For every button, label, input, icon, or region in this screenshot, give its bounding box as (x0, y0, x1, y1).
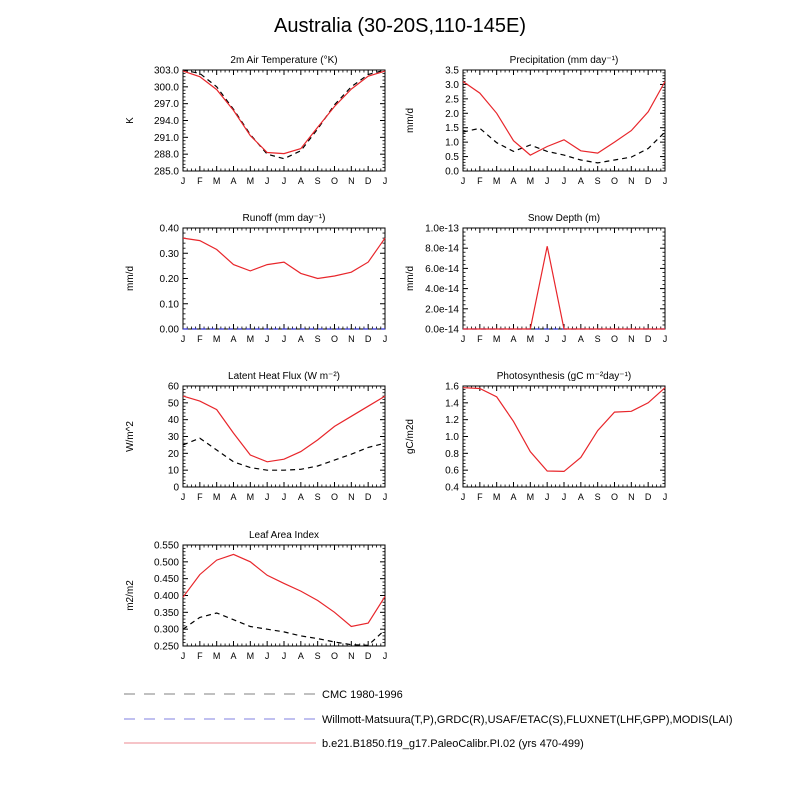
x-tick-label: M (246, 651, 255, 661)
y-tick-label: 0.300 (153, 624, 179, 636)
x-tick-label: J (382, 176, 388, 186)
y-tick-label: 0.8 (445, 448, 459, 460)
x-tick-label: M (212, 492, 221, 502)
x-tick-label: A (577, 176, 584, 186)
x-tick-label: S (314, 176, 321, 186)
x-tick-label: A (510, 492, 517, 502)
x-tick-label: O (610, 492, 619, 502)
y-tick-label: 0.5 (445, 152, 459, 164)
x-tick-label: J (264, 334, 270, 344)
y-tick-label: 294.0 (153, 116, 179, 127)
y-tick-label: 0.250 (153, 641, 179, 653)
y-tick-label: 288.0 (153, 149, 179, 161)
y-tick-label: 10 (167, 465, 179, 477)
x-tick-label: A (297, 176, 304, 186)
obs-series-line-0 (183, 613, 385, 645)
panel-title: Precipitation (mm day⁻¹) (509, 55, 619, 66)
y-tick-label: 1.0 (445, 432, 459, 443)
y-axis-label: mm/d (125, 266, 136, 291)
y-tick-label: 297.0 (153, 99, 179, 111)
y-tick-label: 1.0 (445, 137, 459, 149)
x-tick-label: J (180, 334, 186, 344)
lhf-panel (125, 371, 387, 502)
y-axis-label: gC/m2d (405, 418, 416, 455)
x-tick-label: J (460, 176, 466, 186)
plot-frame (463, 228, 665, 329)
y-tick-label: 0.10 (159, 299, 179, 311)
y-tick-label: 0 (173, 482, 179, 494)
x-tick-label: F (197, 492, 203, 502)
x-tick-label: J (662, 492, 668, 502)
x-tick-label: O (330, 492, 339, 502)
y-tick-label: 3.0 (445, 79, 459, 91)
x-tick-label: M (492, 492, 501, 502)
y-tick-label: 303.0 (153, 65, 179, 77)
x-tick-label: A (577, 334, 584, 344)
x-tick-label: O (610, 176, 619, 186)
page-title: Australia (30-20S,110-145E) (274, 15, 526, 37)
y-tick-label: 2.5 (445, 94, 459, 106)
y-axis-label: K (125, 117, 136, 124)
x-tick-label: A (230, 492, 237, 502)
x-tick-label: A (230, 176, 237, 186)
y-tick-label: 0.550 (153, 540, 179, 552)
y-tick-label: 1.0e-13 (425, 223, 459, 235)
x-tick-label: S (594, 492, 601, 502)
x-tick-label: J (460, 334, 466, 344)
x-tick-label: N (628, 176, 635, 186)
y-tick-label: 0.450 (153, 574, 179, 586)
obs-series-line-0 (183, 438, 385, 470)
x-tick-label: A (297, 492, 304, 502)
x-tick-label: J (561, 176, 567, 186)
x-tick-label: J (180, 651, 186, 661)
legend (124, 689, 733, 750)
model-series-line-1 (183, 238, 385, 278)
x-tick-label: J (544, 492, 550, 502)
x-tick-label: N (348, 651, 355, 661)
x-tick-label: J (544, 334, 550, 344)
x-tick-label: J (264, 492, 270, 502)
x-tick-label: D (644, 176, 652, 186)
y-tick-label: 2.0e-14 (425, 304, 459, 316)
y-tick-label: 0.00 (159, 324, 179, 336)
x-tick-label: J (662, 334, 668, 344)
x-tick-label: A (297, 651, 304, 661)
x-tick-label: M (212, 651, 221, 661)
x-tick-label: A (230, 651, 237, 661)
x-tick-label: M (492, 334, 501, 344)
x-tick-label: A (230, 334, 237, 344)
legend-label-2: b.e21.B1850.f19_g17.PaleoCalibr.PI.02 (yrs 470-499) (322, 738, 584, 750)
chart-panels (125, 55, 667, 661)
y-tick-label: 0.500 (153, 557, 179, 569)
x-tick-label: N (628, 334, 635, 344)
y-tick-label: 0.400 (153, 591, 179, 602)
y-tick-label: 60 (167, 381, 179, 393)
y-tick-label: 6.0e-14 (425, 263, 459, 275)
y-tick-label: 3.5 (445, 65, 459, 77)
x-tick-label: F (197, 651, 203, 661)
x-tick-label: M (526, 492, 535, 502)
y-tick-label: 300.0 (153, 82, 179, 94)
snow-panel (405, 213, 667, 344)
y-tick-label: 2.0 (445, 108, 459, 120)
x-tick-label: M (246, 334, 255, 344)
x-tick-label: D (644, 334, 652, 344)
y-tick-label: 0.0 (445, 166, 459, 178)
x-tick-label: D (364, 176, 372, 186)
y-tick-label: 1.4 (445, 398, 459, 410)
y-tick-label: 0.4 (445, 482, 459, 494)
y-axis-label: mm/d (405, 266, 416, 291)
x-tick-label: J (561, 334, 567, 344)
y-tick-label: 0.40 (159, 223, 179, 235)
x-tick-label: O (330, 334, 339, 344)
x-tick-label: J (544, 176, 550, 186)
panel-title: Latent Heat Flux (W m⁻²) (228, 371, 340, 382)
model-series-line-1 (463, 82, 665, 156)
plot-frame (183, 228, 385, 329)
plot-frame (183, 70, 385, 171)
gpp-panel (405, 371, 667, 502)
legend-label-1: Willmott-Matsuura(T,P),GRDC(R),USAF/ETAC(S),FLUXNET(LHF,GPP),MODIS(LAI) (322, 714, 733, 726)
x-tick-label: D (364, 492, 372, 502)
x-tick-label: M (246, 492, 255, 502)
y-tick-label: 20 (167, 448, 179, 460)
obs-series-line-0 (183, 70, 385, 159)
legend-label-0: CMC 1980-1996 (322, 689, 403, 701)
x-tick-label: S (594, 176, 601, 186)
x-tick-label: S (314, 334, 321, 344)
y-tick-label: 1.5 (445, 123, 459, 135)
model-series-line-1 (183, 396, 385, 462)
x-tick-label: D (364, 334, 372, 344)
x-tick-label: S (314, 651, 321, 661)
x-tick-label: M (212, 176, 221, 186)
y-tick-label: 1.6 (445, 381, 459, 393)
x-tick-label: J (264, 176, 270, 186)
x-tick-label: J (281, 492, 287, 502)
y-tick-label: 0.6 (445, 465, 459, 477)
x-tick-label: O (610, 334, 619, 344)
y-axis-label: W/m^2 (125, 421, 136, 452)
panel-title: Photosynthesis (gC m⁻²day⁻¹) (496, 371, 632, 382)
y-tick-label: 291.0 (153, 132, 179, 144)
x-tick-label: F (197, 334, 203, 344)
x-tick-label: A (510, 176, 517, 186)
x-tick-label: S (314, 492, 321, 502)
y-tick-label: 40 (167, 415, 179, 427)
x-tick-label: J (382, 651, 388, 661)
x-tick-label: J (662, 176, 668, 186)
panel-title: Leaf Area Index (248, 530, 320, 541)
panel-title: Snow Depth (m) (527, 213, 601, 224)
x-tick-label: J (281, 334, 287, 344)
x-tick-label: J (264, 651, 270, 661)
model-series-line-1 (183, 71, 385, 154)
y-tick-label: 285.0 (153, 166, 179, 178)
y-axis-label: mm/d (405, 108, 416, 133)
x-tick-label: S (594, 334, 601, 344)
y-axis-label: m2/m2 (125, 580, 136, 611)
x-tick-label: N (628, 492, 635, 502)
y-tick-label: 0.0e-14 (425, 324, 459, 336)
x-tick-label: M (492, 176, 501, 186)
x-tick-label: J (281, 176, 287, 186)
x-tick-label: J (382, 334, 388, 344)
x-tick-label: D (644, 492, 652, 502)
x-tick-label: J (281, 651, 287, 661)
x-tick-label: J (180, 176, 186, 186)
x-tick-label: A (510, 334, 517, 344)
lai-panel (125, 530, 387, 661)
obs-series-line-0 (463, 128, 665, 163)
x-tick-label: M (246, 176, 255, 186)
y-tick-label: 30 (167, 432, 179, 443)
panel-title: Runoff (mm day⁻¹) (242, 213, 326, 224)
plot-frame (183, 545, 385, 646)
x-tick-label: N (348, 176, 355, 186)
x-tick-label: N (348, 334, 355, 344)
y-tick-label: 4.0e-14 (425, 284, 459, 296)
temp-panel (125, 55, 387, 186)
x-tick-label: J (180, 492, 186, 502)
x-tick-label: J (460, 492, 466, 502)
x-tick-label: D (364, 651, 372, 661)
x-tick-label: J (561, 492, 567, 502)
model-series-line-0 (463, 388, 665, 472)
y-tick-label: 1.2 (445, 415, 459, 427)
panel-title: 2m Air Temperature (°K) (230, 55, 338, 66)
precip-panel (405, 55, 667, 186)
y-tick-label: 0.30 (159, 248, 179, 260)
y-tick-label: 0.350 (153, 607, 179, 619)
x-tick-label: A (577, 492, 584, 502)
plot-frame (183, 386, 385, 487)
x-tick-label: A (297, 334, 304, 344)
x-tick-label: M (526, 334, 535, 344)
x-tick-label: F (477, 492, 483, 502)
x-tick-label: M (212, 334, 221, 344)
y-tick-label: 50 (167, 398, 179, 410)
x-tick-label: J (382, 492, 388, 502)
x-tick-label: N (348, 492, 355, 502)
model-series-line-1 (463, 246, 665, 329)
y-tick-label: 0.20 (159, 274, 179, 285)
x-tick-label: F (197, 176, 203, 186)
y-tick-label: 8.0e-14 (425, 243, 459, 255)
runoff-panel (125, 213, 387, 344)
x-tick-label: M (526, 176, 535, 186)
x-tick-label: O (330, 651, 339, 661)
x-tick-label: F (477, 176, 483, 186)
x-tick-label: F (477, 334, 483, 344)
model-series-line-1 (183, 554, 385, 626)
x-tick-label: O (330, 176, 339, 186)
